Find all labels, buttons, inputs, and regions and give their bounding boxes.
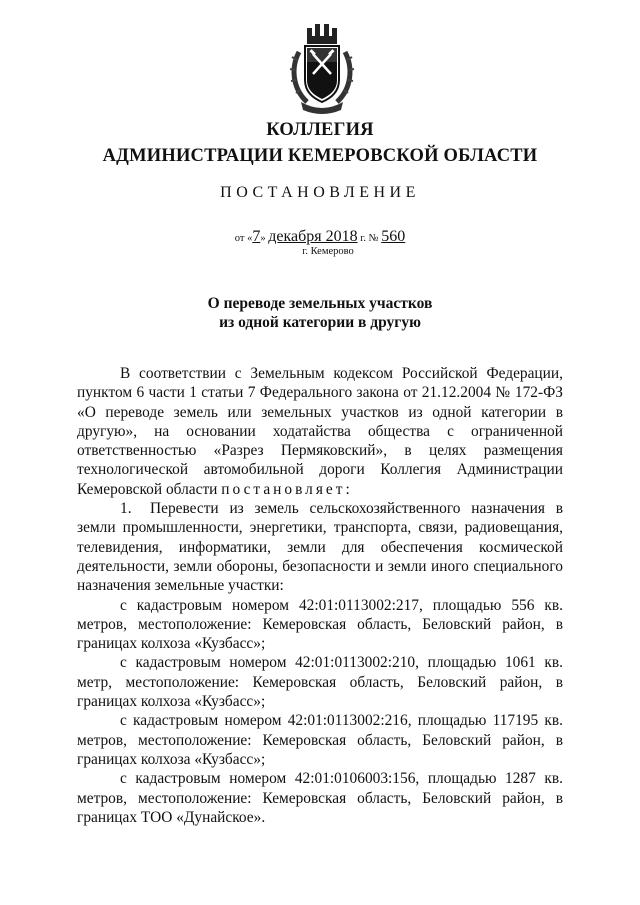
plot-entry: с кадастровым номером 42:01:0113002:217, площадью 556 кв. метров, местоположение: Кемеровская область, Беловский район, в границах колхоза «Кузбасс»;: [77, 596, 563, 653]
document-subject: [0, 294, 640, 332]
plot-entry: с кадастровым номером 42:01:0113002:216, площадью 117195 кв. метров, местоположение: Кемеровская область, Беловский район, в границах колхоза «Кузбасс»;: [77, 712, 563, 768]
date-line: [0, 228, 640, 246]
intro-paragraph: [77, 364, 563, 499]
item-1-paragraph: [77, 499, 563, 595]
item-1-text: Перевести из земель сельскохозяйственного назначения в земли промышленности, энергетики, транспорта, связи, радиовещания, телевидения, информатики, земли для обеспечения космической деятельности, земли обороны, безопасности и земли иного специального назначения земельные участки:: [77, 500, 563, 595]
date-year-suffix: г.: [360, 233, 366, 244]
number-sign: №: [368, 233, 379, 244]
date-close-quote: »: [260, 233, 266, 244]
document-body: [77, 364, 563, 827]
intro-text: В соответствии с Земельным кодексом Российской Федерации, пунктом 6 части 1 статьи 7 Федерального закона от 21.12.2004 № 172-ФЗ «О переводе земель или земельных участков из одной категории в другую», на основании ходатайства общества с ограниченной ответственностью «Разрез Пермяковский», в целях размещения технологической автомобильной дороги Коллегия Администрации Кемеровской области: [77, 365, 563, 498]
date-month-year: декабря 2018: [268, 228, 358, 245]
document-number: 560: [381, 228, 406, 245]
plot-entry: с кадастровым номером 42:01:0113002:210, площадью 1061 кв. метр, местоположение: Кемеровская область, Беловский район, в границах колхоза «Кузбасс»;: [77, 654, 563, 711]
organization-title-line2: АДМИНИСТРАЦИИ КЕМЕРОВСКОЙ ОБЛАСТИ: [102, 146, 538, 166]
subject-line1: О переводе земельных участков: [207, 295, 433, 312]
subject-line2: из одной категории в другую: [219, 314, 421, 331]
plot-entry: с кадастровым номером 42:01:0106003:156, площадью 1287 кв. метров, местоположение: Кемеровская область, Беловский район, в границах ТОО «Дунайское».: [77, 770, 563, 826]
intro-action: постановляет:: [221, 480, 353, 498]
date-prefix: от «: [234, 233, 253, 244]
city-label: г. Кемерово: [302, 246, 354, 257]
date-day: 7: [252, 228, 261, 245]
coat-of-arms-emblem: [289, 22, 355, 116]
document-type: ПОСТАНОВЛЕНИЕ: [220, 184, 420, 201]
organization-title-line1: КОЛЛЕГИЯ: [266, 120, 374, 140]
item-1-number: 1.: [120, 500, 132, 518]
